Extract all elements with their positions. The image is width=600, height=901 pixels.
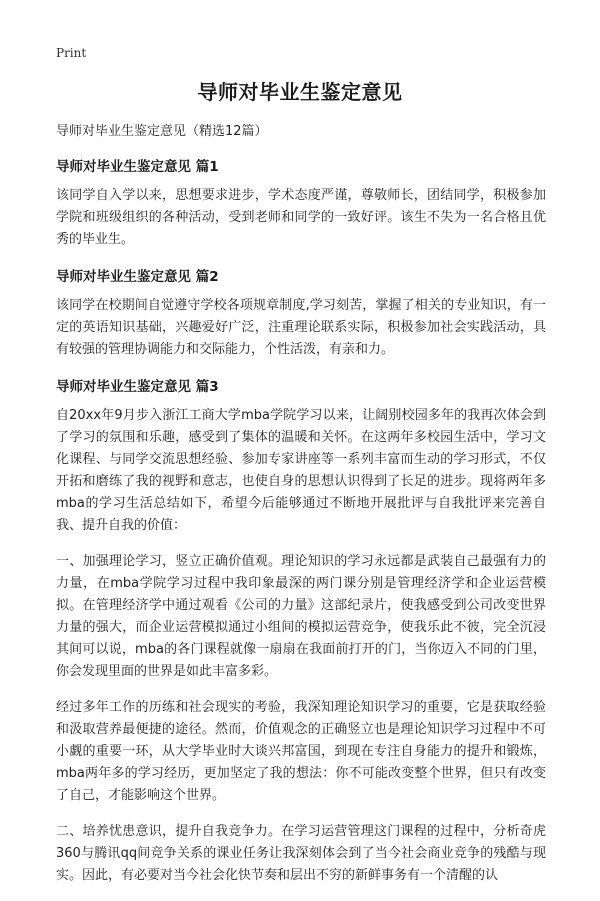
section-3-paragraph-2: 一、加强理论学习，竖立正确价值观。理论知识的学习永远都是武装自己最强有力的力量，在mba学院学习过程中我印象最深的两门课分别是管理经济学和企业运营模拟。在管理经济学中通过观看《公司的力量》这部纪录片，使我感受到公司改变世界力量的强大，而企业运营模拟通过小组间的模拟运营竞争，使我乐此不彼，完全沉浸其间可以说，mba的各门课程就像一扇扇在我面前打开的门，当你迈入不同的门里，你会发现里面的世界是如此丰富多彩。 — [56, 554, 546, 679]
print-link[interactable]: Print — [56, 46, 87, 60]
section-heading-3: 导师对毕业生鉴定意见 篇3 — [56, 379, 219, 395]
section-heading-2: 导师对毕业生鉴定意见 篇2 — [56, 269, 219, 285]
section-3-paragraph-3: 经过多年工作的历练和社会现实的考验，我深知理论知识学习的重要，它是获取经验和汲取营养最便捷的途径。然而，价值观念的正确竖立也是理论知识学习过程中不可小觑的重要一环，从大学毕业时大谈兴邦富国，到现在专注自身能力的提升和锻炼，mba两年多的学习经历，更加坚定了我的想法：你不可能改变整个世界，但只有改变了自己，才能影响这个世界。 — [56, 700, 546, 803]
section-1-paragraph: 该同学自入学以来，思想要求进步，学术态度严谨，尊敬师长，团结同学，积极参加学院和班级组织的各种活动，受到老师和同学的一致好评。该生不失为一名合格且优秀的毕业生。 — [56, 188, 546, 247]
document-subtitle: 导师对毕业生鉴定意见（精选12篇） — [56, 124, 268, 139]
section-heading-1: 导师对毕业生鉴定意见 篇1 — [56, 159, 219, 175]
section-3-paragraph-1: 自20xx年9月步入浙江工商大学mba学院学习以来，让阔别校园多年的我再次体会到了学习的氛围和乐趣，感受到了集体的温暖和关怀。在这两年多校园生活中，学习文化课程、与同学交流思想经验、参加专家讲座等一系列丰富而生动的学习形式，不仅开拓和磨练了我的视野和意志，也使自身的思想认识得到了长足的进步。现将两年多mba的学习生活总结如下，希望今后能够通过不断地开展批评与自我批评来完善自我、提升自我的价值： — [56, 408, 546, 533]
document-body — [56, 120, 546, 901]
section-2-paragraph: 该同学在校期间自觉遵守学校各项规章制度,学习刻苦，掌握了相关的专业知识，有一定的英语知识基础，兴趣爱好广泛，注重理论联系实际，积极参加社会实践活动，具有较强的管理协调能力和交际能力，个性活泼，有亲和力。 — [56, 298, 546, 357]
page-title: 导师对毕业生鉴定意见 — [197, 80, 403, 104]
section-3-paragraph-4: 二、培养忧患意识，提升自我竞争力。在学习运营管理这门课程的过程中，分析奇虎360与腾讯qq间竞争关系的课业任务让我深刻体会到了当今社会商业竞争的残酷与现实。因此，有必要对当今社会化快节奏和层出不穷的新鲜事务有一个清醒的认 — [56, 824, 546, 883]
